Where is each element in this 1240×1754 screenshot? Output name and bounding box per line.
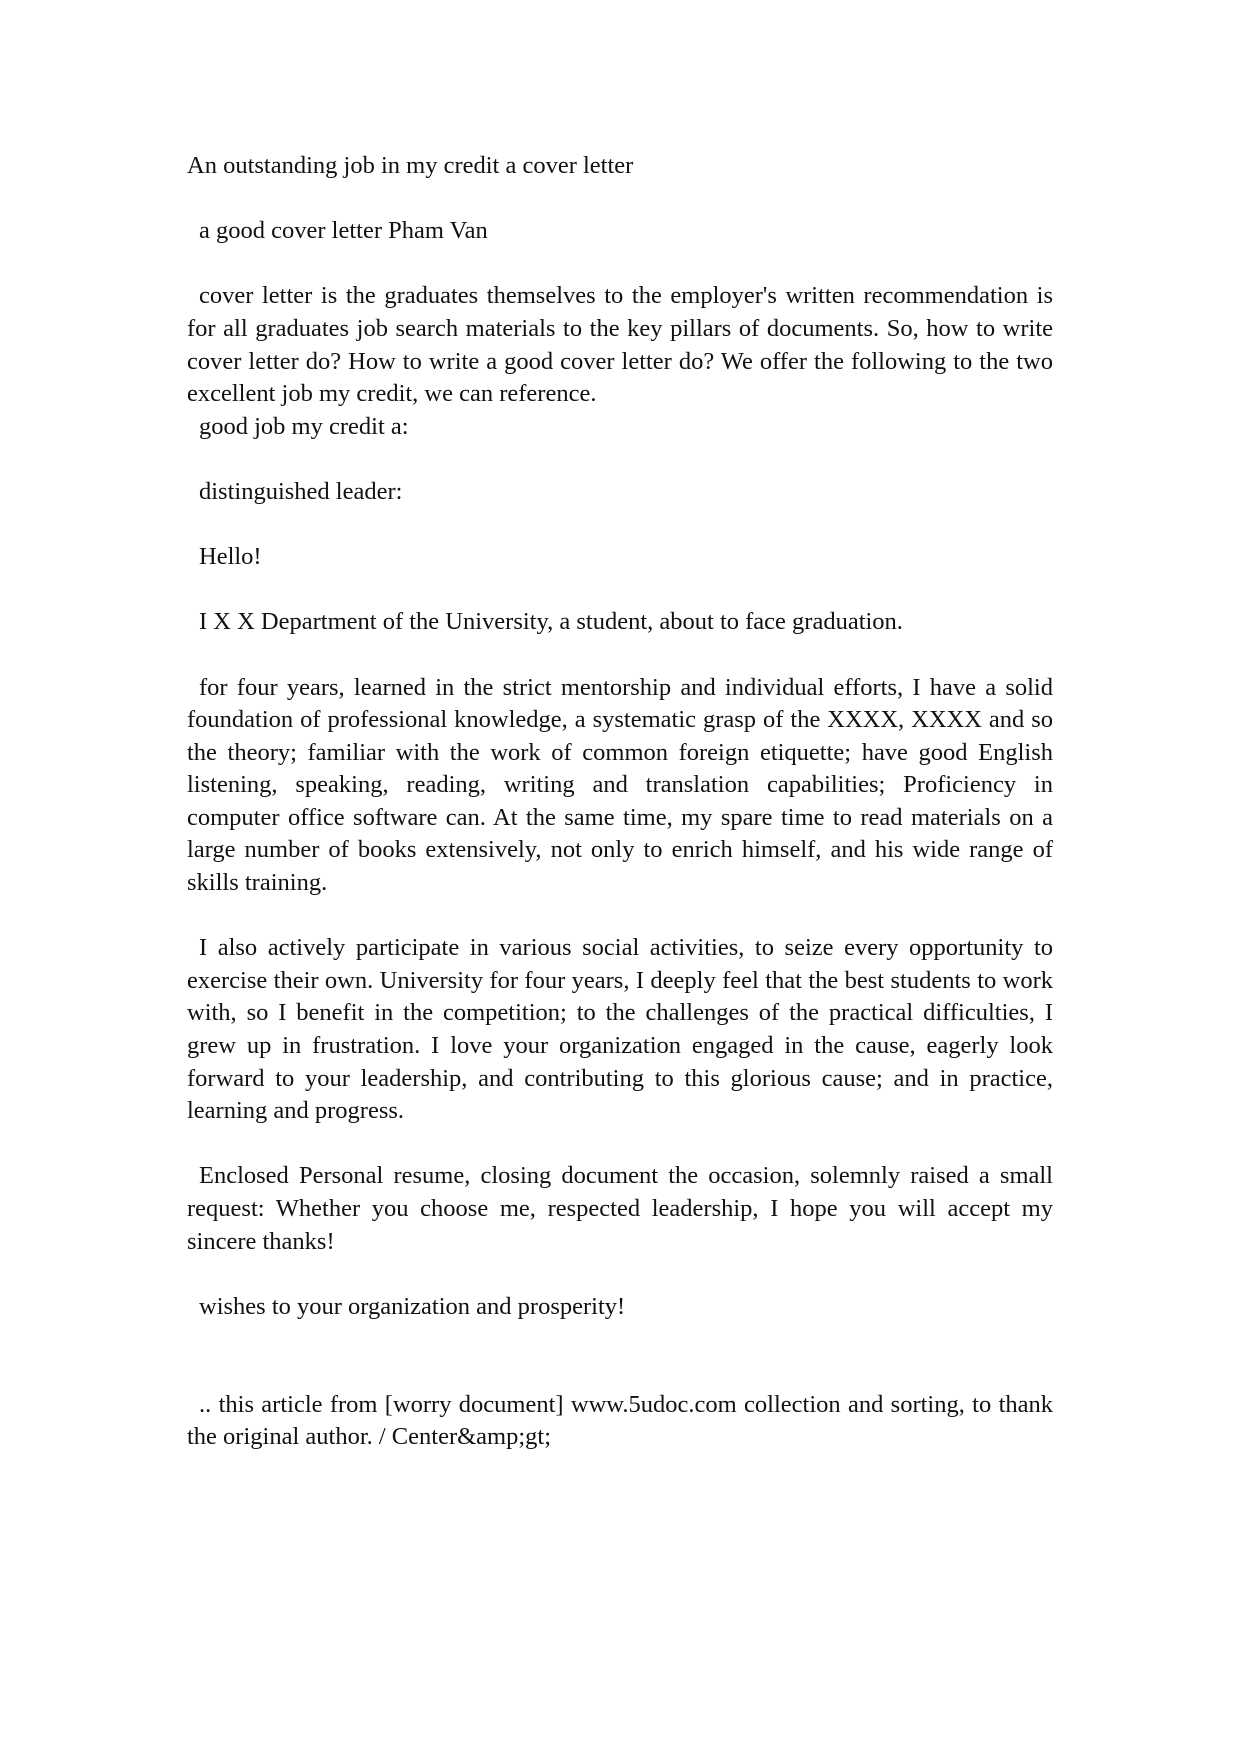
- document-subtitle: a good cover letter Pham Van: [199, 217, 488, 245]
- greeting: Hello!: [199, 543, 262, 571]
- body-paragraph: Enclosed Personal resume, closing document the occasion, solemnly raised a small request: Whether you choose me, respected leadership, I hope you will accept my sincere thanks!: [187, 1162, 1053, 1255]
- document-page: [187, 150, 1053, 1454]
- body-paragraph: I also actively participate in various social activities, to seize every opportunity to exercise their own. University for four years, I deeply feel that the best students to work with, so I benefit in the competition; to the challenges of the practical difficulties, I grew up in frustration. I love your organization engaged in the cause, eagerly look forward to your leadership, and contributing to this glorious cause; and in practice, learning and progress.: [187, 934, 1053, 1125]
- closing-wishes: wishes to your organization and prosperity!: [199, 1292, 626, 1320]
- salutation: distinguished leader:: [199, 477, 403, 505]
- document-title: An outstanding job in my credit a cover letter: [187, 152, 634, 179]
- body-paragraph: I X X Department of the University, a student, about to face graduation.: [199, 608, 903, 636]
- body-paragraph: for four years, learned in the strict mentorship and individual efforts, I have a solid foundation of professional knowledge, a systematic grasp of the XXXX, XXXX and so the theory; familiar with the work of common foreign etiquette; have good English listening, speaking, reading, writing and translation capabilities; Proficiency in computer office software can. At the same time, my spare time to read materials on a large number of books extensively, not only to enrich himself, and his wide range of skills training.: [187, 673, 1053, 897]
- source-footer: .. this article from [worry document] www.5udoc.com collection and sorting, to thank the original author. / Center&amp;gt;: [187, 1390, 1053, 1451]
- intro-paragraph: cover letter is the graduates themselves to the employer's written recommendation is for all graduates job search materials to the key pillars of documents. So, how to write cover letter do? How to write a good cover letter do? We offer the following to the two excellent job my credit, we can reference.: [187, 282, 1053, 408]
- sample-heading: good job my credit a:: [199, 412, 409, 440]
